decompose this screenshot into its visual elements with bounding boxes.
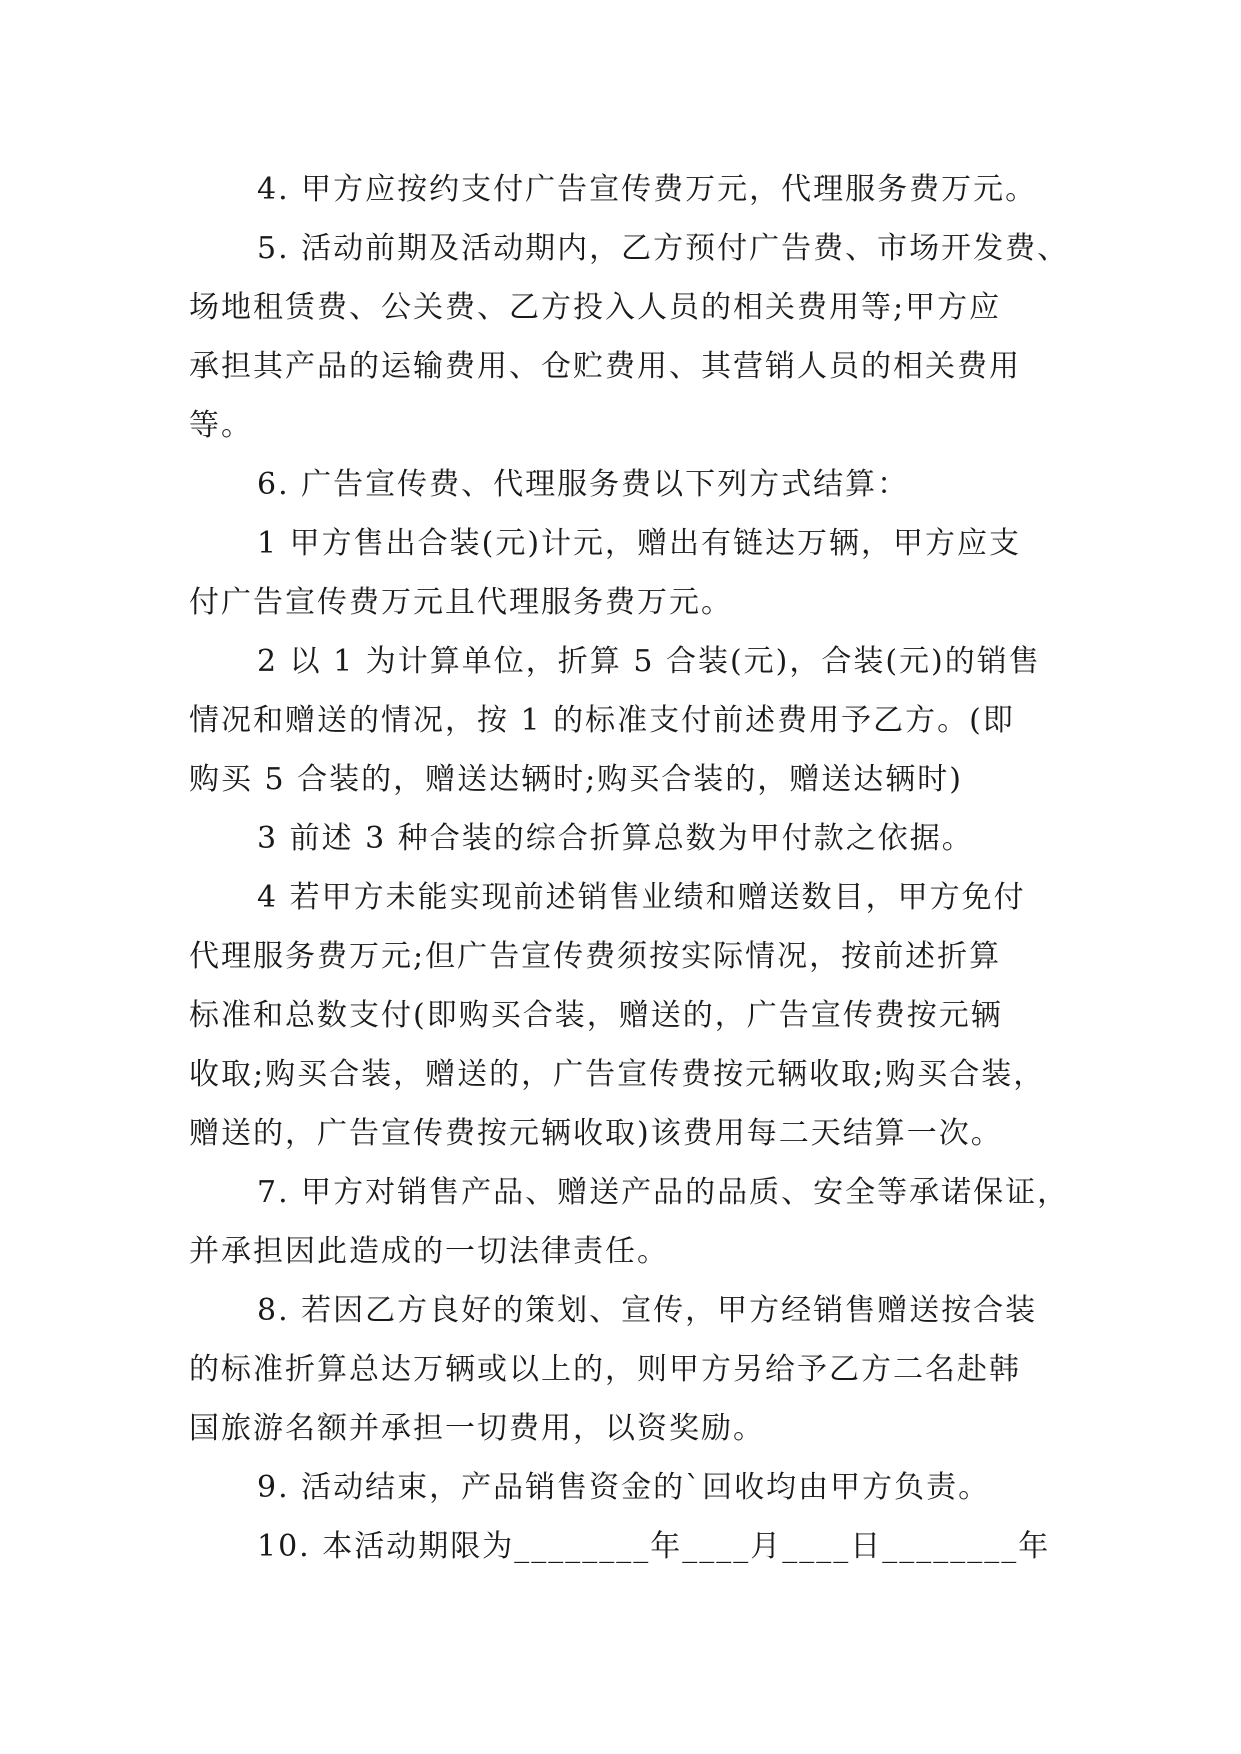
text-line: 国旅游名额并承担一切费用，以资奖励。 [189, 1411, 765, 1446]
text-line: 5. 活动前期及活动期内，乙方预付广告费、市场开发费、 [257, 231, 1070, 266]
text-line: 的标准折算总达万辆或以上的，则甲方另给予乙方二名赴韩 [189, 1352, 1021, 1387]
text-line: 1 甲方售出合装(元)计元，赠出有链达万辆，甲方应支 [257, 526, 1022, 561]
text-line: 赠送的，广告宣传费按元辆收取)该费用每二天结算一次。 [189, 1116, 1003, 1151]
text-line: 7. 甲方对销售产品、赠送产品的品质、安全等承诺保证， [257, 1175, 1070, 1210]
text-line: 标准和总数支付(即购买合装，赠送的，广告宣传费按元辆 [189, 998, 1003, 1033]
text-line: 场地租赁费、公关费、乙方投入人员的相关费用等;甲方应 [189, 290, 1002, 325]
text-line: 承担其产品的运输费用、仓贮费用、其营销人员的相关费用 [189, 349, 1021, 384]
text-line: 收取;购买合装，赠送的，广告宣传费按元辆收取;购买合装， [189, 1057, 1046, 1092]
text-line: 4. 甲方应按约支付广告宣传费万元，代理服务费万元。 [257, 172, 1038, 207]
text-line: 等。 [189, 408, 253, 443]
text-line: 8. 若因乙方良好的策划、宣传，甲方经销售赠送按合装 [257, 1293, 1038, 1328]
text-line: 9. 活动结束，产品销售资金的`回收均由甲方负责。 [257, 1470, 991, 1505]
text-line: 2 以 1 为计算单位，折算 5 合装(元)，合装(元)的销售 [257, 644, 1041, 679]
text-line: 并承担因此造成的一切法律责任。 [189, 1234, 669, 1269]
text-line: 10. 本活动期限为________年____月____日________年 [257, 1529, 1051, 1564]
text-line: 购买 5 合装的，赠送达辆时;购买合装的，赠送达辆时) [189, 762, 963, 797]
document-body [189, 160, 1069, 1576]
text-line: 情况和赠送的情况，按 1 的标准支付前述费用予乙方。(即 [189, 703, 1015, 738]
text-line: 4 若甲方未能实现前述销售业绩和赠送数目，甲方免付 [257, 880, 1026, 915]
text-line: 代理服务费万元;但广告宣传费须按实际情况，按前述折算 [189, 939, 1002, 974]
text-line: 3 前述 3 种合装的综合折算总数为甲付款之依据。 [257, 821, 974, 856]
text-line: 6. 广告宣传费、代理服务费以下列方式结算： [257, 467, 910, 502]
text-line: 付广告宣传费万元且代理服务费万元。 [189, 585, 733, 620]
